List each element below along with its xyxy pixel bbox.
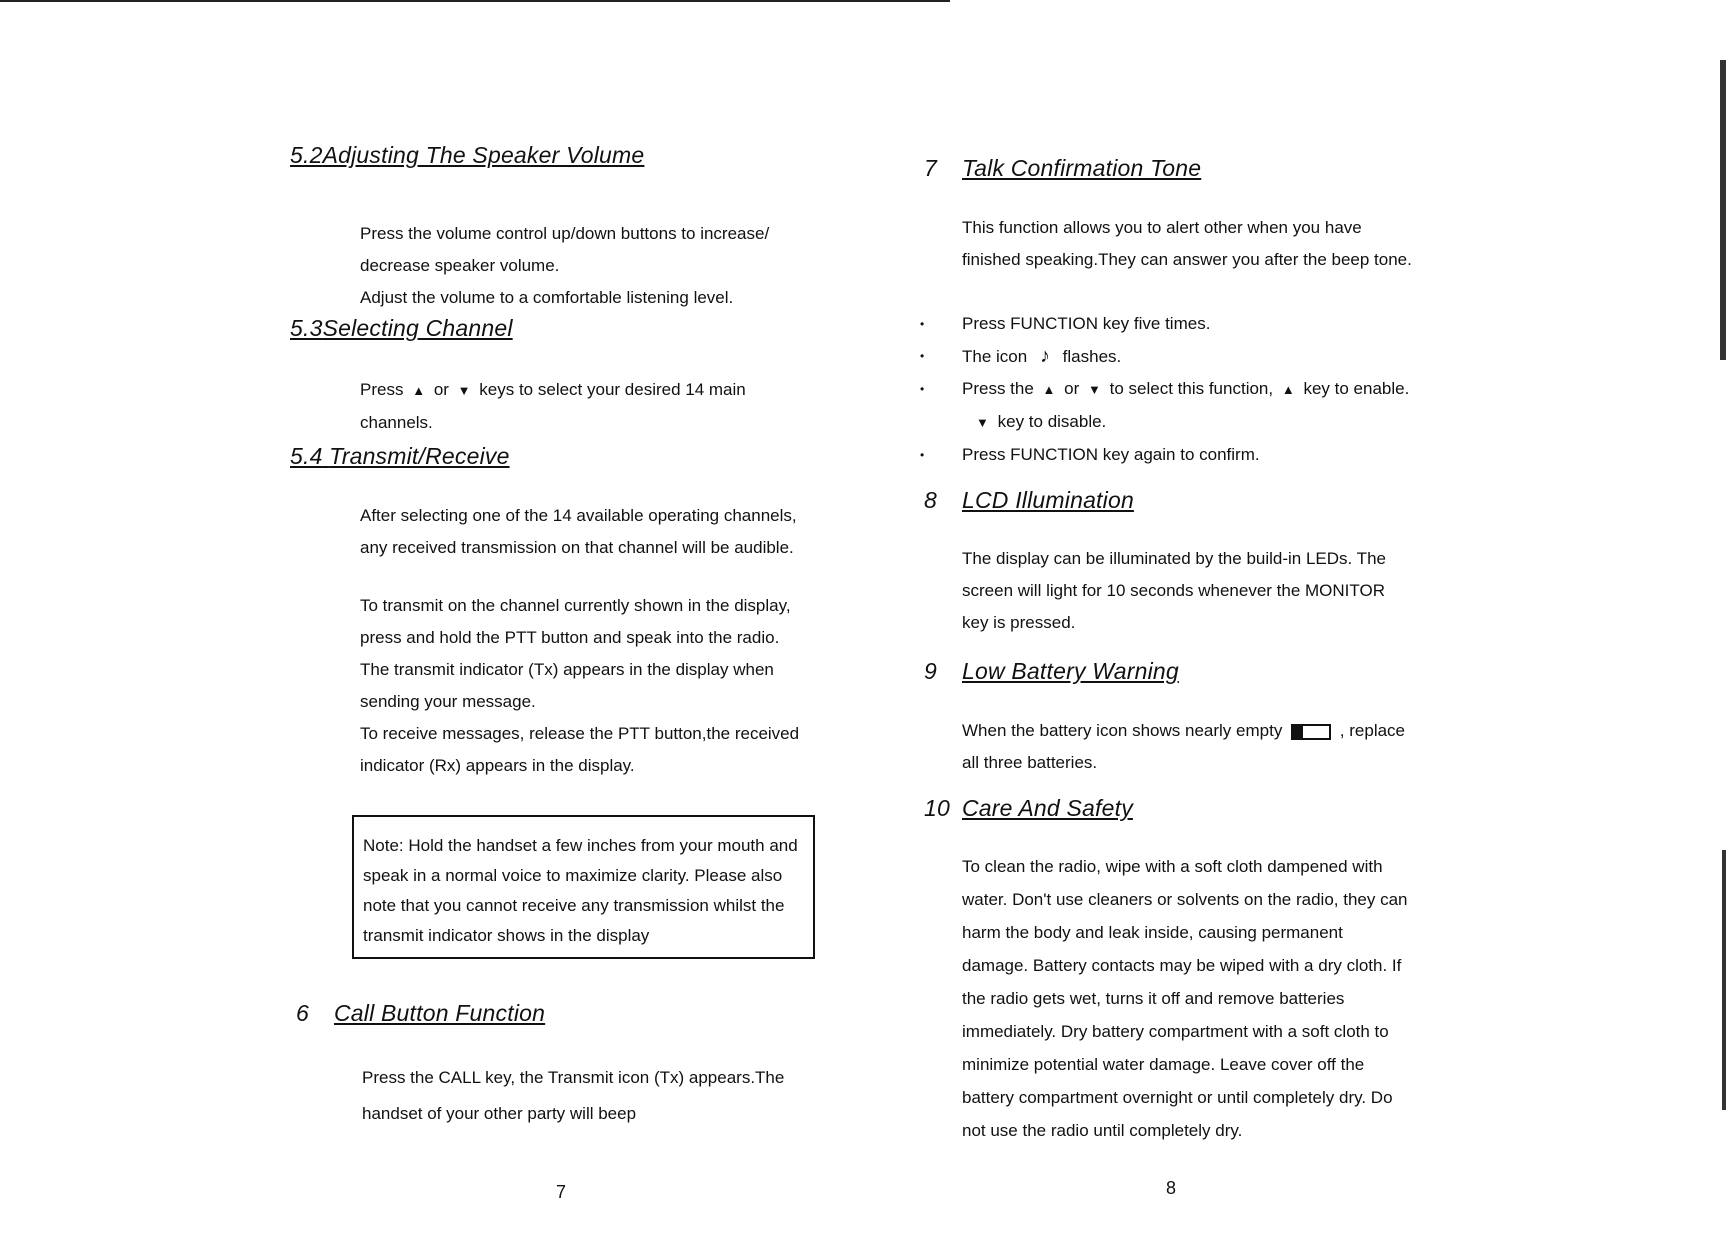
- note-box: [352, 815, 815, 959]
- music-note-icon: ♪: [1039, 345, 1050, 367]
- section-heading: [924, 155, 1404, 182]
- paragraph: The display can be illuminated by the build-in LEDs. The screen will light for 10 seconds whenever the MONITOR key is pressed.: [962, 549, 1386, 632]
- up-arrow-icon: ▲: [1042, 382, 1056, 397]
- paragraph: To receive messages, release the PTT button,the received indicator (Rx) appears in the display.: [360, 724, 800, 775]
- section-6: [296, 1000, 756, 1027]
- section-heading: [924, 487, 1404, 514]
- text: or: [433, 380, 449, 399]
- section-title: Adjusting The Speaker Volume: [322, 142, 645, 168]
- section-number: 10: [924, 795, 950, 821]
- down-arrow-icon: ▼: [457, 383, 471, 398]
- list-item: [920, 373, 1412, 439]
- paragraph: To transmit on the channel currently shown in the display, press and hold the PTT button and speak into the radio. The transmit indicator (Tx) appears in the display when sending your message.: [360, 596, 791, 711]
- up-arrow-icon: ▲: [412, 383, 426, 398]
- section-number: 8: [924, 487, 937, 513]
- note-text: Note: Hold the handset a few inches from your mouth and speak in a normal voice to maximize clarity. Please also note that you cannot receive any transmission whilst the transmit indicator shows in the display: [363, 836, 798, 945]
- section-heading: [924, 658, 1404, 685]
- section-8: [924, 487, 1404, 514]
- section-10: [924, 795, 1404, 822]
- section-number: 9: [924, 658, 937, 684]
- page-number: 7: [556, 1182, 567, 1202]
- section-title: Care And Safety: [962, 795, 1133, 821]
- section-9-body: [962, 715, 1412, 779]
- text: or: [1064, 379, 1080, 398]
- down-arrow-icon: ▼: [1088, 382, 1101, 397]
- section-7-body: [962, 212, 1412, 276]
- section-title: Call Button Function: [334, 1000, 546, 1026]
- section-10-body: [962, 850, 1412, 1147]
- paragraph: Adjust the volume to a comfortable listening level.: [360, 288, 734, 307]
- bullet-list: [920, 308, 1412, 471]
- scan-side-mark: [1722, 850, 1726, 1110]
- battery-low-icon: [1291, 724, 1331, 740]
- section-5-2-body: [360, 218, 820, 314]
- text: key to disable.: [997, 412, 1107, 431]
- section-number: 5.4: [290, 443, 323, 469]
- section-heading: [290, 142, 750, 169]
- section-9: [924, 658, 1404, 685]
- section-heading: [296, 1000, 756, 1027]
- section-title: Transmit/Receive: [329, 443, 510, 469]
- paragraph: To clean the radio, wipe with a soft cloth dampened with water. Don't use cleaners or solvents on the radio, they can harm the body and leak inside, causing permanent damage. Battery contacts may be wiped with a dry cloth. If the radio gets wet, turns it off and remove batteries immediately. Dry battery compartment with a soft cloth to minimize potential water damage. Leave cover off the battery compartment overnight or until completely dry. Do not use the radio until completely dry.: [962, 857, 1408, 1140]
- section-title: Talk Confirmation Tone: [962, 155, 1202, 181]
- text: Press: [360, 380, 404, 399]
- text: keys to select your desired 14 main channels.: [360, 380, 746, 432]
- section-5-3-body: [360, 374, 800, 439]
- paragraph: [360, 374, 800, 439]
- page-number: 8: [1166, 1178, 1177, 1198]
- text: , replace all three batteries.: [962, 721, 1405, 772]
- section-title: Low Battery Warning: [962, 658, 1179, 684]
- section-number: 5.3: [290, 315, 323, 341]
- paragraph: This function allows you to alert other when you have finished speaking.They can answer you after the beep tone.: [962, 218, 1412, 269]
- paragraph: After selecting one of the 14 available operating channels, any received transmission on that channel will be audible.: [360, 506, 797, 557]
- section-number: 6: [296, 1000, 309, 1026]
- scan-side-mark: [1720, 60, 1726, 360]
- scan-edge-line: [0, 0, 950, 2]
- section-7-bullets: [920, 308, 1412, 471]
- down-arrow-icon: ▼: [976, 415, 989, 430]
- list-item: • Press FUNCTION key again to confirm.: [920, 439, 1412, 471]
- section-5-3: [290, 315, 750, 342]
- section-6-body: [362, 1060, 802, 1132]
- text: When the battery icon shows nearly empty: [962, 721, 1283, 740]
- paragraph: Press the CALL key, the Transmit icon (Tx) appears.The handset of your other party will beep: [362, 1068, 785, 1123]
- up-arrow-icon: ▲: [1281, 382, 1295, 397]
- section-title: Selecting Channel: [322, 315, 513, 341]
- section-title: LCD Illumination: [962, 487, 1134, 513]
- paragraph: [962, 715, 1412, 779]
- section-number: 7: [924, 155, 937, 181]
- list-item: • Press FUNCTION key five times.: [920, 308, 1412, 340]
- text: key to enable.: [1303, 379, 1410, 398]
- section-5-4-body: [360, 500, 800, 782]
- section-number: 5.2: [290, 142, 323, 168]
- section-5-4: [290, 443, 750, 470]
- section-heading: [924, 795, 1404, 822]
- text: to select this function,: [1109, 379, 1274, 398]
- section-heading: [290, 443, 750, 470]
- text: flashes.: [1062, 347, 1122, 366]
- list-item: [920, 340, 1412, 373]
- section-heading: [290, 315, 750, 342]
- text: Press the: [962, 379, 1034, 398]
- section-7: [924, 155, 1404, 182]
- section-5-2: [290, 142, 750, 169]
- text: The icon: [962, 347, 1028, 366]
- paragraph: Press the volume control up/down buttons to increase/ decrease speaker volume.: [360, 224, 770, 275]
- section-8-body: [962, 543, 1402, 639]
